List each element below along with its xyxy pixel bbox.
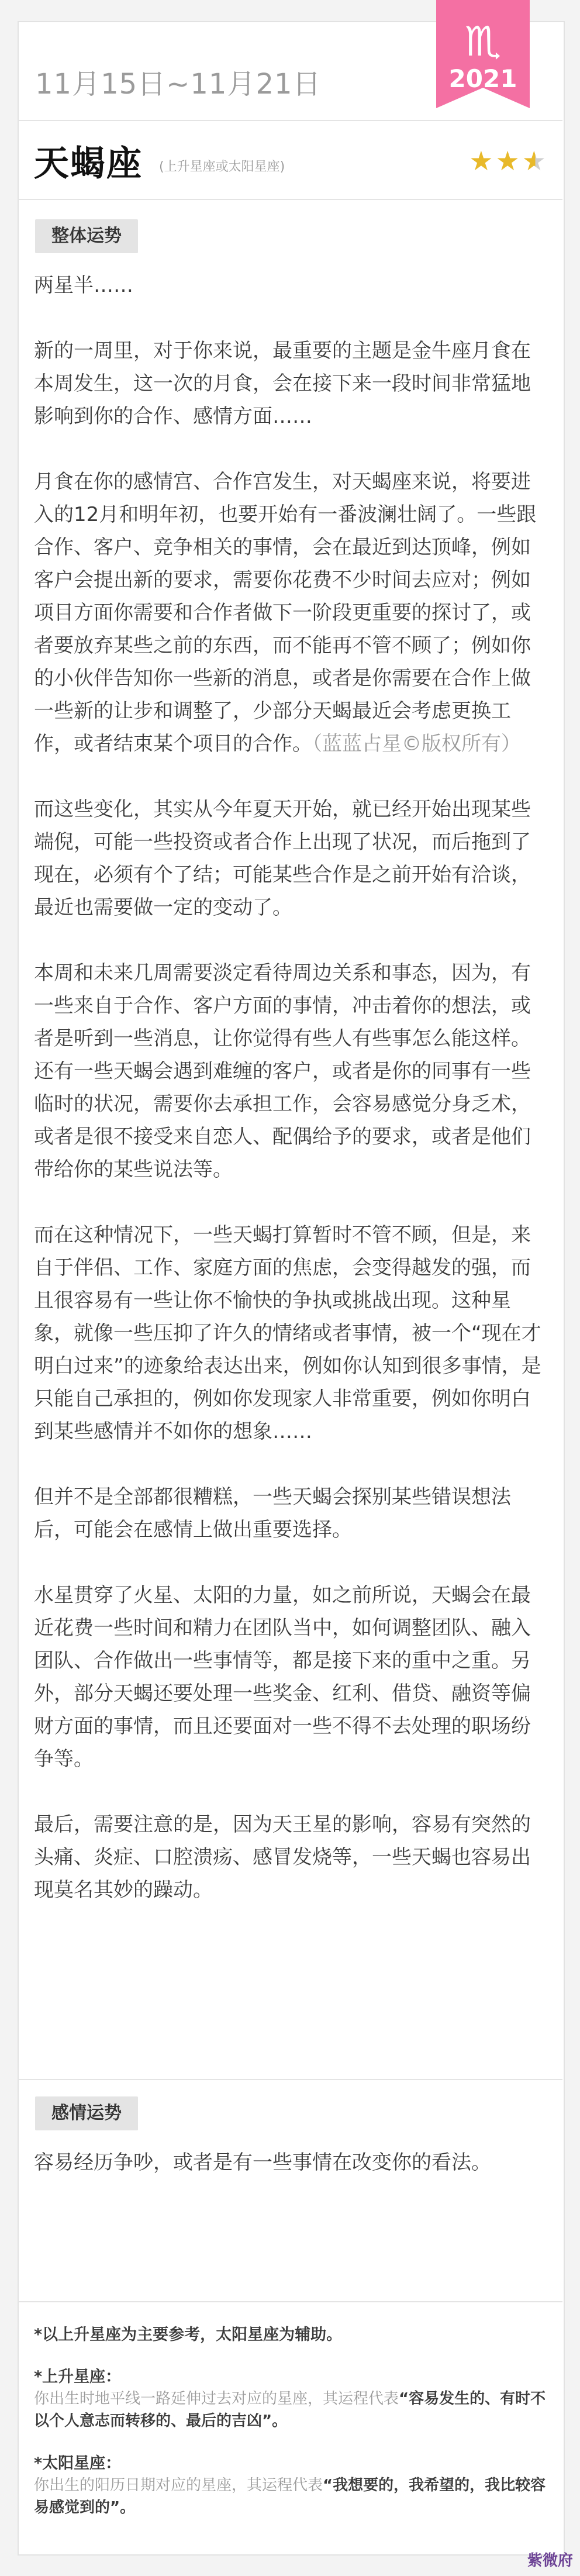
paragraph-text: 月食在你的感情宫、合作宫发生，对天蝎座来说，将要进入的12月和明年初，也要开始有一番波澜壮阔了。一些跟合作、客户、竞争相关的事情，会在最近到达顶峰，例如客户会提出新的要求，需要你花费不少时间去应对；例如项目方面你需要和合作者做下一阶段更重要的探讨了，或者要放弃某些之前的东西，而不能再不管不顾了；例如你的小伙伴告知你一些新的消息，或者是你需要在合作上做一些新的让步和调整了，少部分天蝎最近会考虑更换工作，或者结束某个项目的合作。 [34, 470, 537, 756]
sun-sign-title: *太阳星座： [34, 2454, 122, 2472]
site-watermark: 紫微府 [527, 2552, 573, 2570]
header-divider [18, 120, 562, 121]
love-divider [18, 2079, 562, 2080]
star-icon: ★ [495, 145, 522, 177]
year-label: 2021 [448, 64, 517, 93]
overall-paragraph: 本周和未来几周需要淡定看待周边关系和事态，因为，有一些来自于合作、客户方面的事情，冲击着你的想法，或者是听到一些消息，让你觉得有些人有些事怎么能这样。还有一些天蝎会遇到难缠的客户，或者是你的同事有一些临时的状况，需要你去承担工作，会容易感觉分身乏术，或者是很不接受来自恋人、配偶给予的要求，或者是他们带给你的某些说法等。 [34, 961, 531, 1181]
sun-quote: “我想要的，我希望的，我比较容易感觉到的”。 [34, 2477, 546, 2516]
star-rating [469, 145, 548, 177]
overall-paragraph: 水星贯穿了火星、太阳的力量，如之前所说，天蝎会在最近花费一些时间和精力在团队当中，如何调整团队、融入团队、合作做出一些事情等，都是接下来的重中之重。另外，部分天蝎还要处理一些奖金、红利、借贷、融资等偏财方面的事情，而且还要面对一些不得不去处理的职场纷争等。 [34, 1584, 531, 1771]
sign-name: 天蝎座 [34, 143, 143, 184]
sign-note: (上升星座或太阳星座) [159, 160, 285, 174]
footnotes [34, 2322, 546, 2540]
overall-paragraph: 新的一周里，对于你来说，最重要的主题是金牛座月食在本周发生，这一次的月食，会在接下来一段时间非常猛地影响到你的合作、感情方面…… [34, 339, 531, 428]
copyright-note: （蓝蓝占星©版权所有） [312, 732, 521, 756]
rising-desc-text: 你出生时地平线一路延伸过去对应的星座，其运程代表 [34, 2390, 399, 2408]
overall-paragraph: 而在这种情况下，一些天蝎打算暂时不管不顾，但是，来自于伴侣、工作、家庭方面的焦虑，会变得越发的强，而且很容易有一些让你不愉快的争执或挑战出现。这种星象，就像一些压抑了许久的情绪或者事情，被一个“现在才明白过来”的迹象给表达出来，例如你认知到很多事情，是只能自己承担的，例如你发现家人非常重要，例如你明白到某些感情并不如你的想象…… [34, 1223, 541, 1443]
rising-sign-desc [34, 2388, 546, 2432]
half-star-icon: ★ [522, 145, 548, 177]
year-ribbon [436, 0, 530, 108]
note-main: *以上升星座为主要参考，太阳星座为辅助。 [34, 2326, 343, 2344]
love-content [34, 2146, 546, 2179]
rising-sign-title: *上升星座： [34, 2368, 122, 2386]
overall-section-title: 整体运势 [35, 219, 138, 253]
overall-content [34, 269, 546, 1906]
sign-divider [18, 199, 562, 200]
rising-quote: “容易发生的、有时不以个人意志而转移的、最后的吉凶”。 [34, 2390, 546, 2430]
overall-paragraph [34, 465, 546, 760]
notes-divider [18, 2301, 562, 2302]
overall-paragraph: 但并不是全部都很糟糕，一些天蝎会探别某些错误想法后，可能会在感情上做出重要选择。 [34, 1485, 511, 1542]
overall-paragraph: 最后，需要注意的是，因为天王星的影响，容易有突然的头痛、炎症、口腔溃疡、感冒发烧等，一些天蝎也容易出现莫名其妙的躁动。 [34, 1813, 531, 1902]
sun-desc-text: 你出生的阳历日期对应的星座，其运程代表 [34, 2477, 323, 2494]
star-icon: ★ [469, 145, 496, 177]
love-text: 容易经历争吵，或者是有一些事情在改变你的看法。 [34, 2151, 491, 2174]
overall-intro: 两星半…… [34, 274, 133, 297]
sign-header [34, 136, 548, 188]
sun-sign-desc [34, 2474, 546, 2519]
scorpio-icon: ♏ [464, 18, 502, 65]
love-section-title: 感情运势 [35, 2096, 138, 2130]
date-range: 11月15日~11月21日 [35, 68, 322, 101]
overall-paragraph: 而这些变化，其实从今年夏天开始，就已经开始出现某些端倪，可能一些投资或者合作上出现了状况，而后拖到了现在，必须有个了结；可能某些合作是之前开始有洽谈，最近也需要做一定的变动了。 [34, 798, 531, 919]
